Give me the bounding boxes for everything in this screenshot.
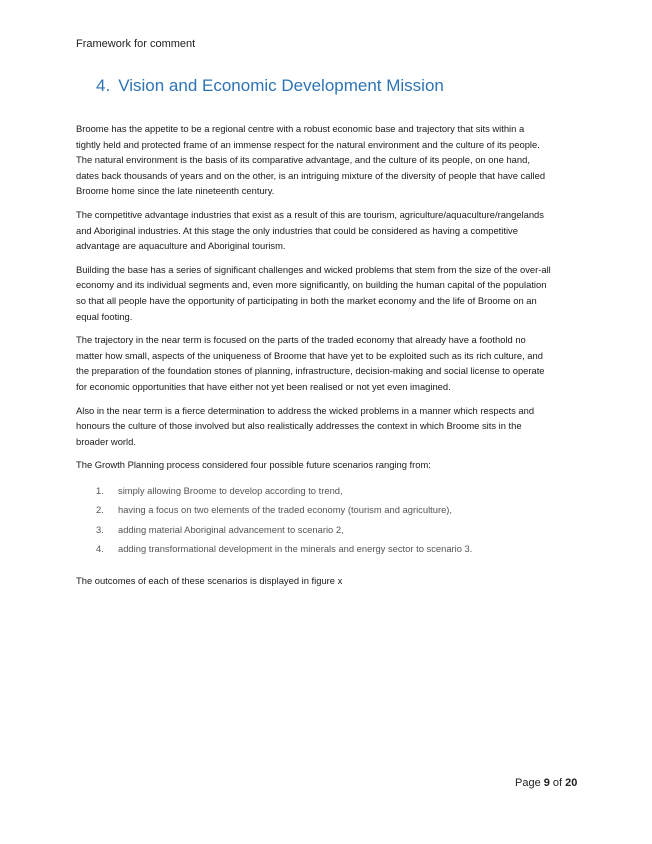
paragraph-line: advantage are aquaculture and Aboriginal tourism. <box>76 240 286 252</box>
paragraph-line: Building the base has a series of significant challenges and wicked problems that stem from the size of the over-all <box>76 263 551 275</box>
paragraph <box>76 332 586 394</box>
section-title: Vision and Economic Development Mission <box>118 76 444 95</box>
scenario-item <box>76 520 586 540</box>
scenario-text: adding material Aboriginal advancement to scenario 2, <box>118 523 344 535</box>
paragraph-line: and Aboriginal industries. At this stage the only industries that could be considered as having a competitive <box>76 224 518 236</box>
paragraph-line: broader world. <box>76 435 136 447</box>
scenario-text: having a focus on two elements of the traded economy (tourism and agriculture), <box>118 504 453 516</box>
paragraph-line: tightly held and protected frame of an immense respect for the natural environment and the culture of its people. <box>76 138 540 150</box>
section-heading <box>96 76 444 96</box>
paragraph-line: economy and its individual segments and, even more significantly, on building the human capital of the population <box>76 279 547 291</box>
scenario-number: 2. <box>96 504 104 516</box>
body-text <box>76 121 586 596</box>
paragraph <box>76 207 586 254</box>
scenario-number: 4. <box>96 543 104 555</box>
paragraph <box>76 457 586 473</box>
running-header: Framework for comment <box>76 38 196 50</box>
page-of: of <box>549 777 566 789</box>
current-page: 9 <box>543 777 550 789</box>
paragraphs <box>76 121 586 473</box>
paragraph-line: The trajectory in the near term is focused on the parts of the traded economy that already have a foothold no <box>76 334 526 346</box>
page-label: Page <box>515 777 544 789</box>
paragraph <box>76 403 586 450</box>
paragraph-line: honours the culture of those involved but also realistically addresses the context in which Broome sits in the <box>76 420 522 432</box>
paragraph-line: Broome has the appetite to be a regional centre with a robust economic base and trajectory that sits within a <box>76 123 525 134</box>
outro-paragraph: The outcomes of each of these scenarios is displayed in figure x <box>76 574 343 586</box>
paragraph-line: dates back thousands of years and on the other, is an intriguing mixture of the diversity of people that have called <box>76 169 546 181</box>
paragraph <box>76 121 586 199</box>
scenario-number: 1. <box>96 484 104 496</box>
paragraph-line: so that all people have the opportunity of participating in both the market economy and the life of Broome on an <box>76 294 537 306</box>
section-number: 4. <box>96 76 111 95</box>
scenario-text: simply allowing Broome to develop according to trend, <box>118 484 343 496</box>
paragraph-line: equal footing. <box>76 310 133 322</box>
paragraph-line: The natural environment is the basis of its comparative advantage, and the culture of its people, on one hand, <box>76 154 530 166</box>
paragraph-line: Also in the near term is a fierce determination to address the wicked problems in a manner which respects and <box>76 404 535 416</box>
paragraph-line: for economic opportunities that have either not yet been realised or not yet even imagined. <box>76 380 451 392</box>
scenario-item <box>76 539 586 559</box>
paragraph-line: Broome home since the late nineteenth century. <box>76 185 275 197</box>
page-number <box>515 777 577 789</box>
paragraph-line: matter how small, aspects of the uniqueness of Broome that have yet to be exploited such as its rich culture, and <box>76 349 543 361</box>
paragraph-line: The Growth Planning process considered four possible future scenarios ranging from: <box>76 459 431 471</box>
total-pages: 20 <box>565 777 578 789</box>
scenario-item <box>76 500 586 520</box>
scenario-number: 3. <box>96 523 104 535</box>
scenario-item <box>76 481 586 501</box>
paragraph-line: the preparation of the foundation stones of planning, infrastructure, decision-making and social license to operate <box>76 365 545 377</box>
paragraph <box>76 262 586 324</box>
paragraph-line: The competitive advantage industries that exist as a result of this are tourism, agriculture/aquaculture/rangelands <box>76 208 544 220</box>
scenario-list <box>76 481 586 559</box>
scenario-text: adding transformational development in the minerals and energy sector to scenario 3. <box>118 543 473 555</box>
